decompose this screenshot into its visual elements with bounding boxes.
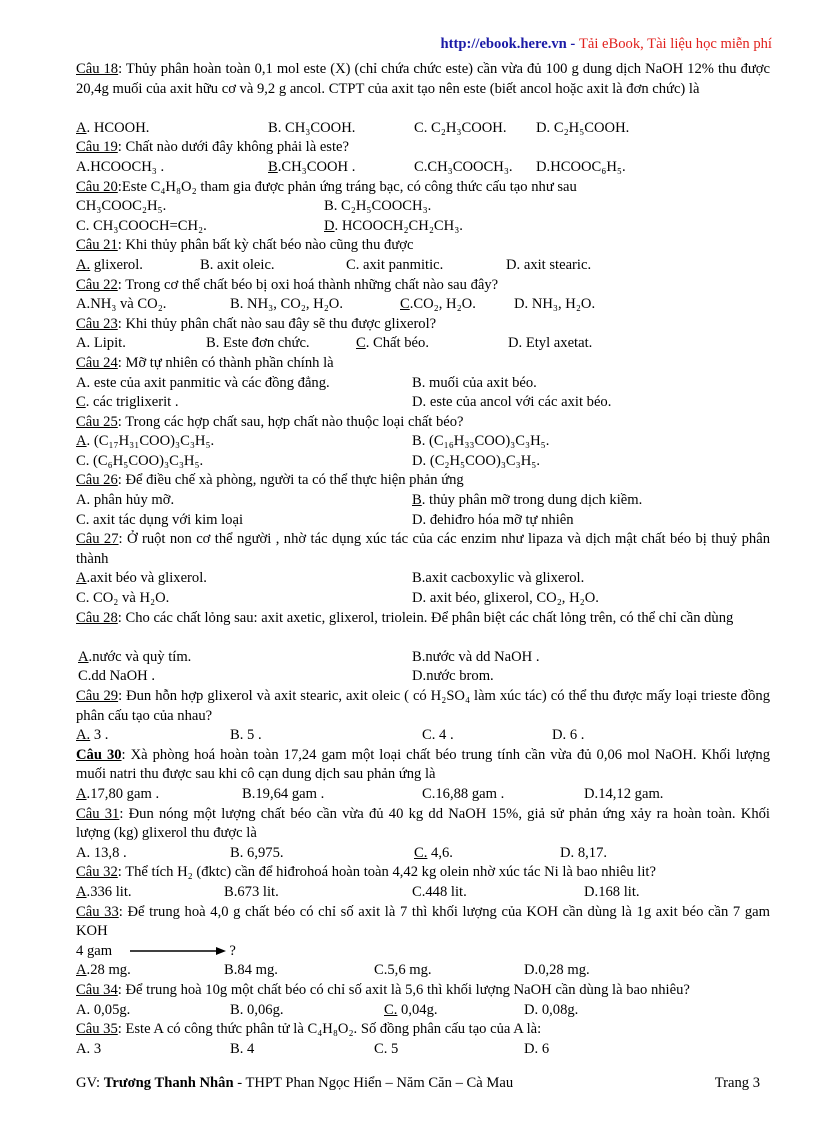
- proportion-line: [76, 942, 770, 962]
- question-text: :Este C₄H₈O₂ tham gia được phản ứng tráng bạc, có công thức cấu tạo như sau: [117, 178, 577, 195]
- answer-c: .CO₂, H₂O.: [409, 296, 476, 313]
- proportion-left: 4 gam: [76, 942, 113, 959]
- answer-d: D. NH₃, H₂O.: [514, 296, 596, 313]
- question-text: : Thủy phân hoàn toàn 0,1 mol este (X) (chỉ chứa chức este) cần vừa đủ 100 g dung dịch NaOH 12% thu được 20,4g muối của axit hữu cơ và 9,2 g ancol. CTPT của axit tạo nên este (biết ancol hoặc axit là đơn chức) là: [76, 61, 770, 97]
- question-19: [76, 138, 770, 158]
- answer-d: D. este của ancol với các axit béo.: [412, 394, 612, 411]
- question-30: [76, 746, 770, 785]
- answer-row: [76, 295, 770, 315]
- question-label: Câu 30: [76, 746, 122, 763]
- answer-d: D.nước brom.: [412, 668, 494, 685]
- question-text: : Trong các hợp chất sau, hợp chất nào thuộc loại chất béo?: [117, 413, 464, 430]
- question-label: Câu 26: [76, 472, 118, 489]
- answer-c: C. CO₂ và H₂O.: [76, 590, 170, 607]
- question-text: : Este A có công thức phân tử là C₄H₈O₂. Số đồng phân cấu tạo của A là:: [117, 1021, 542, 1038]
- answer-row: [76, 334, 770, 354]
- question-label: Câu 33: [76, 903, 119, 920]
- answer-a: . (C₁₇H₃₁COO)₃C₃H₅.: [86, 433, 215, 450]
- page-number: Trang 3: [714, 1075, 760, 1091]
- question-label: Câu 27: [76, 531, 119, 548]
- answer-c: C.5,6 mg.: [374, 962, 432, 979]
- answer-row: [76, 511, 770, 531]
- answer-a: A. phân hủy mỡ.: [76, 492, 175, 509]
- correct-answer-mark: C: [76, 394, 86, 411]
- question-20: [76, 178, 770, 198]
- answer-row: [76, 1001, 770, 1021]
- correct-answer-mark: C.: [414, 844, 428, 861]
- correct-answer-mark: A.: [76, 256, 91, 273]
- question-label: Câu 31: [76, 805, 120, 822]
- question-31: [76, 805, 770, 844]
- correct-answer-mark: B: [412, 492, 422, 509]
- correct-answer-mark: A.: [76, 727, 91, 744]
- answer-row: [76, 256, 770, 276]
- answer-row: [76, 785, 770, 805]
- question-label: Câu 29: [76, 688, 119, 705]
- answer-a: . HCOOH.: [86, 119, 150, 136]
- question-text: : Khi thủy phân bất kỳ chất béo nào cũng thu được: [117, 237, 414, 254]
- answer-a: .axit béo và glixerol.: [86, 570, 207, 587]
- answer-b: B. axit oleic.: [200, 256, 275, 273]
- answer-d: D. 6 .: [552, 727, 585, 744]
- question-label: Câu 32: [76, 864, 118, 881]
- header-tagline: Tải eBook, Tài liệu học miễn phí: [578, 36, 772, 52]
- answer-c: C. (C₆H₅COO)₃C₃H₅.: [76, 452, 204, 469]
- correct-answer-mark: A: [76, 119, 87, 136]
- answer-a: CH₃COOC₂H₅.: [76, 198, 167, 215]
- answer-row: [76, 726, 770, 746]
- question-18: [76, 60, 770, 119]
- answer-row: [76, 648, 770, 668]
- correct-answer-mark: A: [76, 433, 87, 450]
- answer-row: [76, 217, 770, 237]
- answer-b: B. NH₃, CO₂, H₂O.: [230, 296, 343, 313]
- question-label: Câu 23: [76, 315, 118, 332]
- proportion-right: ?: [229, 942, 236, 959]
- page-header: [441, 36, 772, 53]
- answer-a: A.NH₃ và CO₂.: [76, 296, 167, 313]
- answer-a: .28 mg.: [86, 962, 131, 979]
- answer-b: B.19,64 gam .: [242, 785, 325, 802]
- question-label: Câu 19: [76, 139, 118, 156]
- answer-c: C.448 lit.: [412, 883, 467, 900]
- answer-row: [76, 667, 770, 687]
- answer-b: B. Este đơn chức.: [206, 335, 310, 352]
- question-label: Câu 20: [76, 178, 118, 195]
- answer-c: 4,6.: [427, 844, 453, 861]
- answer-c: C.CH₃COOCH₃.: [414, 158, 513, 175]
- answer-d: D. 6: [524, 1040, 550, 1057]
- answer-row: [76, 883, 770, 903]
- question-text: : Đun hỗn hợp glixerol và axit stearic, axit oleic ( có H₂SO₄ làm xúc tác) có thể thu được mấy loại trieste đồng phân cấu tạo của nhau?: [76, 688, 770, 724]
- answer-a: glixerol.: [90, 256, 143, 273]
- question-text: : Để trung hoà 10g một chất béo có chỉ số axit là 5,6 thì khối lượng NaOH cần dùng là bao nhiêu?: [117, 981, 690, 998]
- question-26: [76, 471, 770, 491]
- question-text: : Khi thủy phân chất nào sau đây sẽ thu được glixerol?: [117, 315, 437, 332]
- answer-row: [76, 432, 770, 452]
- question-21: [76, 236, 770, 256]
- question-text: : Đun nóng một lượng chất béo cần vừa đủ 40 kg dd NaOH 15%, giả sử phản ứng xảy ra hoàn toàn. Khối lượng (kg) glixerol thu được là: [76, 805, 770, 842]
- question-label: Câu 22: [76, 276, 118, 293]
- question-label: Câu 35: [76, 1021, 118, 1038]
- answer-row: [76, 374, 770, 394]
- question-text: : Thể tích H₂ (đktc) cần để hiđrohoá hoàn toàn 4,42 kg olein nhờ xúc tác Ni là bao nhiêu lit?: [117, 864, 656, 881]
- answer-b: B. C₂H₅COOCH₃.: [324, 198, 432, 215]
- answer-row: [76, 589, 770, 609]
- correct-answer-mark: B: [268, 158, 278, 175]
- answer-c: C. axit tác dụng với kim loại: [76, 511, 244, 528]
- answer-row: [76, 491, 770, 511]
- question-text: : Ở ruột non cơ thể người , nhờ tác dụng xúc tác của các enzim như lipaza và dịch mật chất béo bị thuỷ phân thành: [76, 531, 770, 567]
- answer-d: D. (C₂H₅COO)₃C₃H₅.: [412, 452, 541, 469]
- question-22: [76, 276, 770, 296]
- answer-d: D. đehiđro hóa mỡ tự nhiên: [412, 511, 574, 528]
- answer-b: B.nước và dd NaOH .: [412, 648, 540, 665]
- answer-b: B. 6,975.: [230, 844, 284, 861]
- answer-b: B. 0,06g.: [230, 1001, 284, 1018]
- answer-a: A. Lipit.: [76, 335, 126, 352]
- answer-c: C.dd NaOH .: [78, 668, 156, 685]
- question-list: [76, 60, 770, 1059]
- answer-d: D.168 lit.: [584, 883, 640, 900]
- question-text: : Chất nào dưới đây không phải là este?: [117, 139, 349, 156]
- answer-b: . thủy phân mỡ trong dung dịch kiềm.: [421, 492, 643, 509]
- answer-a: A. 13,8 .: [76, 844, 127, 861]
- answer-a: A. este của axit panmitic và các đồng đẳng.: [76, 374, 330, 391]
- question-label: Câu 25: [76, 413, 118, 430]
- answer-a: 3 .: [90, 727, 109, 744]
- answer-row: [76, 844, 770, 864]
- answer-c: . các triglixerit .: [85, 394, 179, 411]
- answer-d: D. Etyl axetat.: [508, 335, 593, 352]
- answer-d: D. axit béo, glixerol, CO₂, H₂O.: [412, 590, 599, 607]
- question-29: [76, 687, 770, 726]
- header-separator: -: [566, 36, 579, 52]
- answer-c: C. CH₃COOCH=CH₂.: [76, 217, 207, 234]
- answer-b: .CH₃COOH .: [277, 158, 356, 175]
- answer-d: D. C₂H₅COOH.: [536, 119, 630, 136]
- answer-b: B. 5 .: [230, 727, 262, 744]
- answer-row: [76, 119, 770, 139]
- answer-row: [76, 393, 770, 413]
- question-text: : Xà phòng hoá hoàn toàn 17,24 gam một loại chất béo trung tính cần vừa đủ 0,06 mol NaOH. Khối lượng muối natri thu được sau khi cô cạn dung dịch sau phản ứng là: [76, 746, 770, 783]
- answer-c: C. axit panmitic.: [346, 256, 444, 273]
- answer-d: D.14,12 gam.: [584, 785, 664, 802]
- question-text: : Để trung hoà 4,0 g chất béo có chỉ số axit là 7 thì khối lượng của KOH cần dùng là 1g axit béo cần 7 gam KOH: [76, 903, 770, 940]
- question-text: : Cho các chất lỏng sau: axit axetic, glixerol, triolein. Để phân biệt các chất lỏng trên, có thể chỉ cần dùng: [117, 609, 734, 626]
- correct-answer-mark: A: [76, 570, 87, 587]
- correct-answer-mark: D: [324, 217, 335, 234]
- answer-b: B. muối của axit béo.: [412, 374, 537, 391]
- question-text: : Để điều chế xà phòng, người ta có thể thực hiện phản ứng: [117, 472, 464, 489]
- arrow-right-icon: [130, 946, 226, 956]
- footer-school: - THPT Phan Ngọc Hiển – Năm Căn – Cà Mau: [233, 1075, 514, 1091]
- answer-row: [76, 452, 770, 472]
- correct-answer-mark: C.: [384, 1001, 398, 1018]
- question-24: [76, 354, 770, 374]
- question-32: [76, 863, 770, 883]
- correct-answer-mark: A: [76, 785, 87, 802]
- question-28: [76, 609, 770, 648]
- answer-d: . HCOOCH₂CH₂CH₃.: [334, 217, 463, 234]
- answer-b: B. (C₁₆H₃₃COO)₃C₃H₅.: [412, 433, 550, 450]
- answer-a: .nước và quỳ tím.: [88, 648, 192, 665]
- answer-row: [76, 961, 770, 981]
- answer-c: C. 5: [374, 1040, 399, 1057]
- answer-c: C.16,88 gam .: [422, 785, 505, 802]
- correct-answer-mark: C: [356, 335, 366, 352]
- answer-b: B. CH₃COOH.: [268, 119, 356, 136]
- question-label: Câu 21: [76, 237, 118, 254]
- answer-row: [76, 569, 770, 589]
- question-35: [76, 1020, 770, 1040]
- answer-c: C. 4 .: [422, 727, 454, 744]
- answer-d: D.0,28 mg.: [524, 962, 590, 979]
- answer-b: B.84 mg.: [224, 962, 278, 979]
- answer-d: D. axit stearic.: [506, 256, 592, 273]
- header-url-link[interactable]: http://ebook.here.vn: [440, 36, 567, 52]
- footer-prefix: GV:: [76, 1075, 104, 1091]
- answer-row: [76, 158, 770, 178]
- answer-d: D. 0,08g.: [524, 1001, 579, 1018]
- question-23: [76, 315, 770, 335]
- question-label: Câu 18: [76, 61, 119, 77]
- question-label: Câu 34: [76, 981, 118, 998]
- answer-a: A. 3: [76, 1040, 102, 1057]
- answer-b: B. 4: [230, 1040, 255, 1057]
- correct-answer-mark: A: [78, 648, 89, 665]
- answer-a: A.HCOOCH₃ .: [76, 158, 165, 175]
- correct-answer-mark: A: [76, 883, 87, 900]
- footer-teacher: Trương Thanh Nhân: [103, 1075, 234, 1091]
- question-label: Câu 24: [76, 354, 118, 371]
- question-25: [76, 413, 770, 433]
- answer-a: .336 lit.: [86, 883, 132, 900]
- answer-c: . Chất béo.: [365, 335, 429, 352]
- question-text: : Trong cơ thể chất béo bị oxi hoá thành những chất nào sau đây?: [117, 276, 499, 293]
- answer-a: A. 0,05g.: [76, 1001, 131, 1018]
- answer-row: [76, 197, 770, 217]
- answer-b: B.axit cacboxylic và glixerol.: [412, 570, 585, 587]
- question-34: [76, 981, 770, 1001]
- answer-d: D.HCOOC₆H₅.: [536, 158, 626, 175]
- answer-a: .17,80 gam .: [86, 785, 160, 802]
- question-label: Câu 28: [76, 609, 118, 626]
- answer-b: B.673 lit.: [224, 883, 279, 900]
- question-33: [76, 903, 770, 942]
- answer-row: [76, 1040, 770, 1060]
- answer-c: 0,04g.: [397, 1001, 438, 1018]
- correct-answer-mark: C: [400, 296, 410, 313]
- page-footer: [76, 1075, 760, 1092]
- question-text: : Mỡ tự nhiên có thành phần chính là: [117, 354, 334, 371]
- answer-c: C. C₂H₃COOH.: [414, 119, 507, 136]
- correct-answer-mark: A: [76, 962, 87, 979]
- answer-d: D. 8,17.: [560, 844, 608, 861]
- question-27: [76, 530, 770, 569]
